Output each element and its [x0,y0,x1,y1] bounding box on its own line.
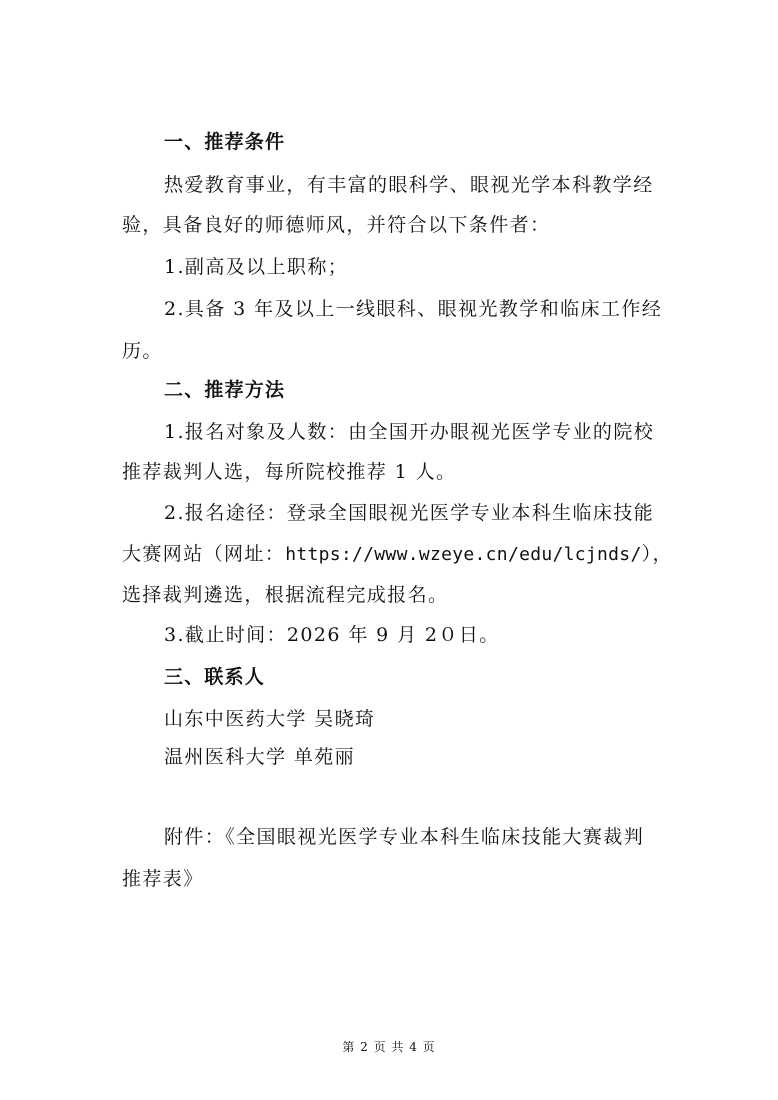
attachment-line: 附件：《全国眼视光医学专业本科生临床技能大赛裁判 [164,826,645,848]
list-item: 2.具备 3 年及以上一线眼科、眼视光教学和临床工作经 [164,298,663,320]
list-item-continuation: 历。 [122,340,163,362]
website-url[interactable]: https://www.wzeye.cn/edu/lcjnds/ [285,544,642,565]
contact-line: 温州医科大学 单苑丽 [164,746,356,768]
list-item: 1.副高及以上职称； [164,256,349,278]
section-heading-conditions: 一、推荐条件 [164,131,286,153]
section-heading-contacts: 三、联系人 [164,666,266,688]
list-item-continuation: 选择裁判遴选，根据流程完成报名。 [122,584,449,606]
page-number-footer: 第 2 页 共 4 页 [342,1040,436,1054]
url-suffix: ）， [641,543,673,565]
attachment-line: 推荐表》 [122,868,204,890]
list-item: 1.报名对象及人数：由全国开办眼视光医学专业的院校 [164,421,655,443]
list-item-continuation [122,541,673,568]
section-heading-method: 二、推荐方法 [164,379,286,401]
paragraph-line: 热爱教育事业，有丰富的眼科学、眼视光学本科教学经 [164,174,654,196]
list-item: 3.截止时间：2026 年 9 月 2０日。 [164,624,500,646]
url-prefix: 大赛网站（网址： [122,543,286,565]
list-item: 2.报名途径：登录全国眼视光医学专业本科生临床技能 [164,502,655,524]
contact-line: 山东中医药大学 吴晓琦 [164,708,376,730]
paragraph-line: 验，具备良好的师德师风，并符合以下条件者： [122,214,551,236]
list-item-continuation: 推荐裁判人选，每所院校推荐 1 人。 [122,461,457,483]
